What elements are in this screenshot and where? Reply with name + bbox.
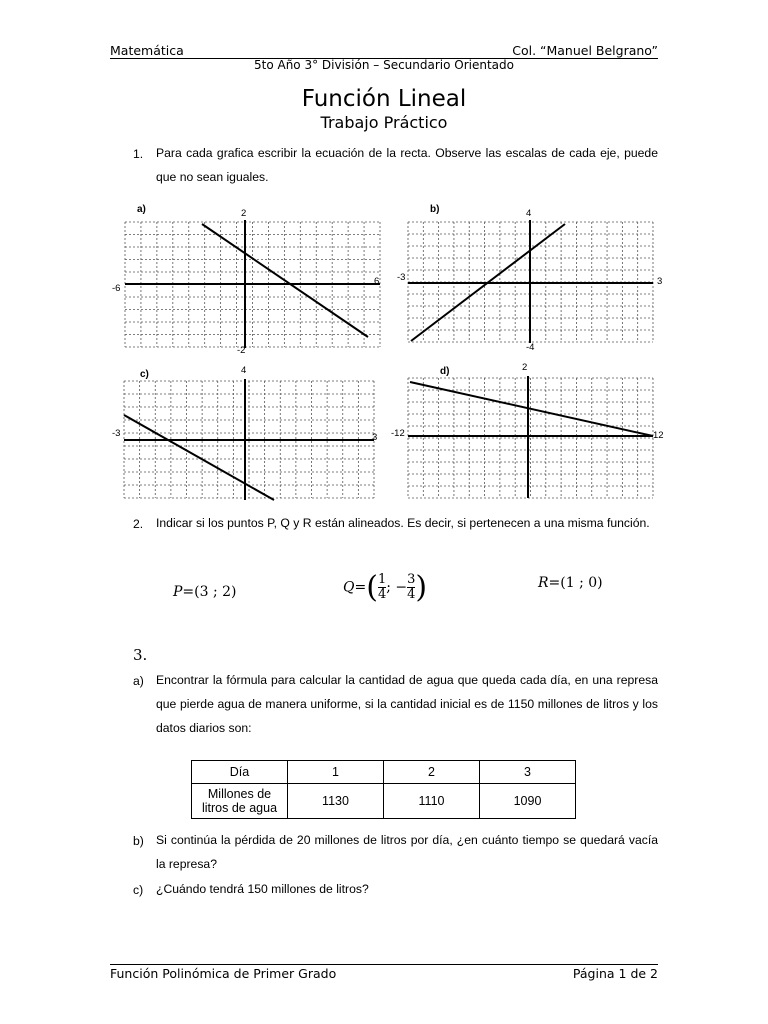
point-q-open-paren: ( [366, 570, 378, 605]
graph-a [110, 200, 380, 360]
graph-b-y-bottom: -4 [526, 342, 535, 353]
graph-a-x-left: -6 [112, 283, 121, 294]
table-row-label [192, 784, 288, 819]
graph-d-svg [390, 360, 665, 500]
q1-text: Para cada grafica escribir la ecuación de la recta. Observe las escalas de cada eje, puede que no sean iguales. [156, 146, 658, 184]
point-r-value: (1 ; 0) [560, 575, 603, 591]
point-r [538, 575, 603, 591]
point-r-label: R= [538, 575, 561, 591]
q3-number: 3. [133, 646, 148, 664]
q1-number: 1. [133, 147, 144, 161]
graph-a-line [202, 224, 368, 337]
table-header-cell: 2 [384, 761, 480, 784]
graph-a-x-right: 6 [374, 276, 380, 287]
point-q-x-num: 1 [377, 572, 387, 587]
graph-d [390, 360, 665, 500]
graph-d-name: d) [440, 366, 450, 377]
graph-c-x-left: -3 [112, 428, 121, 439]
point-p-value: (3 ; 2) [194, 584, 237, 600]
page-title: Función Lineal [301, 86, 467, 112]
table-header-row [192, 761, 576, 784]
graph-b-y-top: 4 [526, 208, 532, 219]
header-school: Col. “Manuel Belgrano” [512, 43, 658, 58]
graph-c-x-right: 3 [372, 432, 378, 443]
point-q-close-paren: ) [415, 570, 428, 605]
table-row [192, 784, 576, 819]
graph-c-y-top: 4 [241, 365, 247, 376]
point-p-label: P= [173, 584, 195, 600]
table-row-label-line2: litros de agua [201, 801, 278, 815]
graph-d-grid [408, 378, 653, 498]
table-cell: 1090 [480, 784, 576, 819]
table-row-label-line1: Millones de [207, 787, 272, 801]
graph-c-name: c) [140, 369, 149, 380]
q3-b-label: b) [133, 834, 144, 848]
header-subject: Matemática [110, 43, 184, 58]
q3-b-text: Si continúa la pérdida de 20 millones de litros por día, ¿en cuánto tiempo se quedará vacía la represa? [156, 833, 658, 871]
graph-a-y-top: 2 [241, 208, 247, 219]
graph-c-svg [110, 363, 380, 500]
graph-d-x-left: -12 [391, 428, 405, 439]
graph-a-svg [110, 200, 380, 360]
water-table [191, 760, 576, 819]
point-q-y-den: 4 [407, 587, 416, 602]
table-cell: 1130 [288, 784, 384, 819]
page-subtitle: Trabajo Práctico [320, 113, 448, 132]
point-q [343, 570, 427, 605]
q3-a-text: Encontrar la fórmula para calcular la cantidad de agua que queda cada día, en una represa que pierde agua de manera uniforme, si la cantidad inicial es de 1150 millones de litros y los datos diarios son: [156, 673, 658, 735]
graph-b [395, 200, 665, 355]
graph-b-x-left: -3 [397, 272, 406, 283]
graph-b-name: b) [430, 204, 440, 215]
graph-c [110, 363, 380, 500]
q2-number: 2. [133, 517, 144, 531]
footer-title: Función Polinómica de Primer Grado [110, 966, 337, 981]
graph-a-y-bottom: -2 [237, 345, 246, 356]
q3-c-text: ¿Cuándo tendrá 150 millones de litros? [156, 882, 369, 896]
graph-b-x-right: 3 [657, 276, 663, 287]
graph-a-name: a) [137, 204, 146, 215]
footer-divider [110, 964, 658, 965]
graph-c-line [124, 415, 274, 500]
header-course: 5to Año 3° División – Secundario Orientado [253, 58, 514, 72]
point-q-label: Q= [343, 579, 367, 596]
point-q-sep: ; − [386, 579, 408, 596]
q3-a-label: a) [133, 674, 144, 688]
point-q-y-num: 3 [407, 572, 416, 587]
graph-d-y-top: 2 [522, 362, 528, 373]
table-header-cell: Día [192, 761, 288, 784]
point-p [173, 584, 237, 600]
footer-page: Página 1 de 2 [572, 966, 658, 981]
q2-text: Indicar si los puntos P, Q y R están alineados. Es decir, si pertenecen a una misma función. [156, 516, 650, 530]
table-header-cell: 1 [288, 761, 384, 784]
point-q-x-den: 4 [377, 587, 387, 602]
table-cell: 1110 [384, 784, 480, 819]
q3-c-label: c) [133, 883, 144, 897]
table-header-cell: 3 [480, 761, 576, 784]
graph-b-svg [395, 200, 665, 355]
graph-d-x-right: 12 [653, 430, 664, 441]
point-q-x-fraction [378, 573, 386, 602]
